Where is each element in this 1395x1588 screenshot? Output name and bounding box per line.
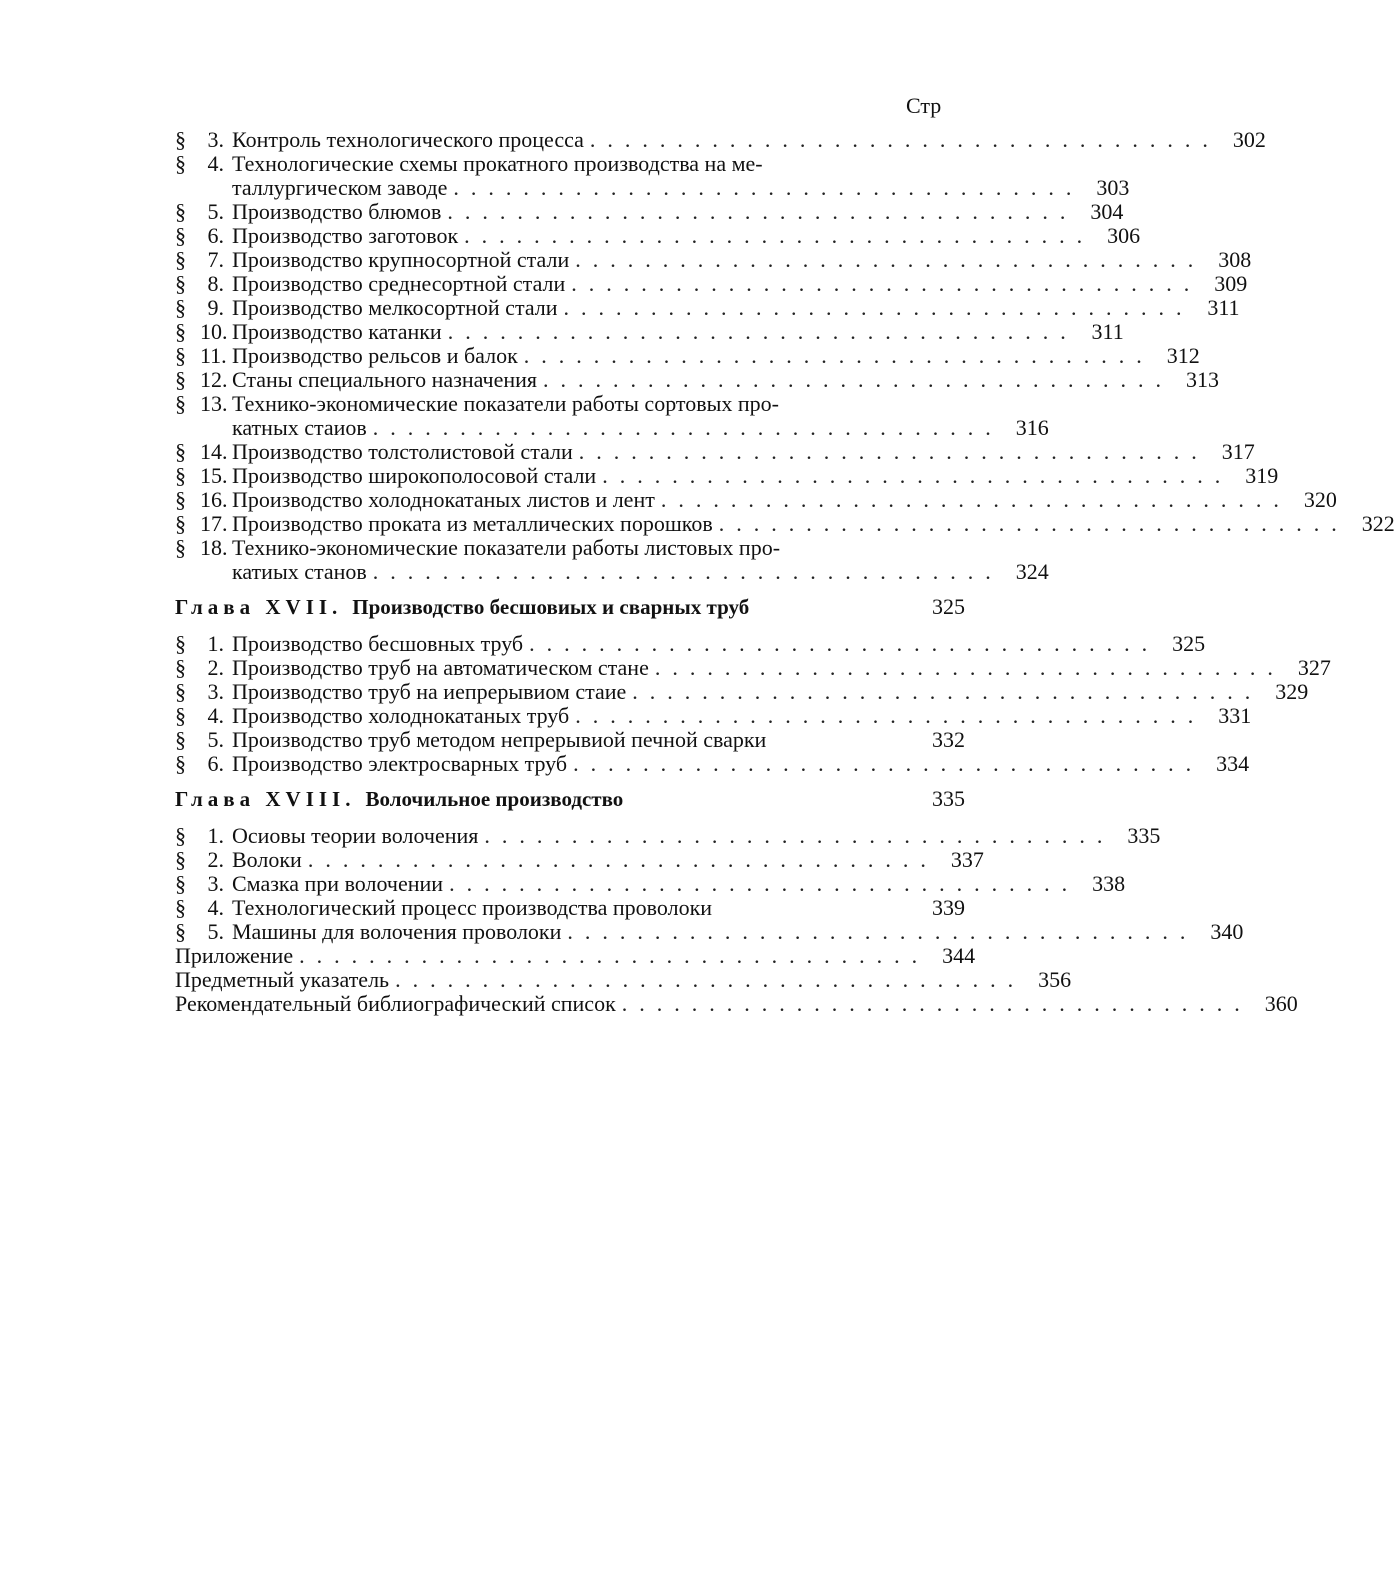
page-number: 319	[1245, 463, 1279, 488]
toc-entry[interactable]	[175, 487, 1337, 512]
section-title: Производство мелкосортной стали	[232, 295, 558, 320]
leader-dots: ....................................	[660, 487, 1291, 512]
section-number: 3.	[207, 127, 224, 152]
toc-entry[interactable]	[175, 679, 1309, 704]
entry-title: Приложение	[175, 943, 294, 968]
toc-entry[interactable]	[175, 823, 1161, 848]
section-list-chapter-17	[175, 631, 1331, 776]
section-number: 7.	[207, 247, 224, 272]
section-title: Производство холоднокатаных листов и лент	[232, 487, 655, 512]
leader-dots: ....................................	[573, 751, 1204, 776]
section-title: Производство крупносортной стали	[232, 247, 570, 272]
section-title: Производство труб на иепрерывиом стаие	[232, 679, 627, 704]
toc-entry[interactable]	[175, 271, 1248, 296]
toc-entry[interactable]	[175, 967, 1072, 992]
leader-dots: ....................................	[589, 127, 1220, 152]
toc-entry[interactable]	[175, 751, 1250, 776]
leader-dots: ....................................	[447, 319, 1078, 344]
page-number: 303	[1096, 175, 1130, 200]
section-number: 14.	[200, 439, 228, 464]
section-sign: §	[175, 151, 186, 176]
section-number: 1.	[207, 823, 224, 848]
section-sign: §	[175, 343, 186, 368]
section-number: 3.	[207, 871, 224, 896]
page-number: 308	[1218, 247, 1252, 272]
leader-dots: ....................................	[563, 295, 1194, 320]
page-number: 335	[1127, 823, 1161, 848]
section-title: Производство электросварных труб	[232, 751, 568, 776]
page-number: 338	[1092, 871, 1126, 896]
section-sign: §	[175, 319, 186, 344]
toc-entry[interactable]	[175, 247, 1252, 272]
toc-entry[interactable]	[175, 919, 1244, 944]
page-number: 324	[1015, 559, 1049, 584]
leader-dots: ....................................	[453, 175, 1084, 200]
section-sign: §	[175, 271, 186, 296]
leader-dots: ....................................	[654, 655, 1285, 680]
leader-dots: ....................................	[484, 823, 1115, 848]
page-number: 317	[1221, 439, 1255, 464]
section-title: Станы специального назначения	[232, 367, 538, 392]
section-list-chapter-16	[175, 127, 1395, 584]
toc-entry[interactable]	[175, 343, 1200, 368]
section-title: Технологический процесс производства проволоки	[232, 895, 713, 920]
section-title: Производство труб методом непрерывиой печной сварки	[232, 727, 767, 752]
section-sign: §	[175, 655, 186, 680]
section-number: 17.	[200, 511, 228, 536]
section-number: 16.	[200, 487, 228, 512]
leader-dots: ....................................	[575, 247, 1206, 272]
section-number: 4.	[207, 895, 224, 920]
leader-dots: ....................................	[718, 511, 1349, 536]
section-number: 9.	[207, 295, 224, 320]
section-title: Технико-экономические показатели работы листовых про-	[232, 535, 781, 560]
toc-entry[interactable]	[175, 871, 1126, 896]
section-title: Производство среднесортной стали	[232, 271, 566, 296]
page-number: 313	[1186, 367, 1220, 392]
page-number: 335	[932, 786, 965, 811]
leader-dots: ....................................	[299, 943, 930, 968]
toc-entry[interactable]	[175, 127, 1266, 152]
section-list-chapter-18	[175, 823, 1244, 944]
appendix-list	[175, 943, 1298, 1016]
page-number: 337	[950, 847, 984, 872]
section-title: Машины для волочения проволоки	[232, 919, 562, 944]
section-sign: §	[175, 199, 186, 224]
toc-entry[interactable]	[175, 943, 976, 968]
leader-dots: ....................................	[447, 199, 1078, 224]
toc-entry[interactable]	[175, 367, 1220, 392]
section-number: 18.	[200, 535, 228, 560]
page-number: 304	[1090, 199, 1124, 224]
page-number: 312	[1166, 343, 1200, 368]
leader-dots: ....................................	[529, 631, 1160, 656]
section-number: 3.	[207, 679, 224, 704]
entry-title: Предметный указатель	[175, 967, 390, 992]
toc-entry[interactable]	[175, 896, 965, 920]
toc-entry[interactable]	[175, 391, 1049, 440]
page-number: 339	[932, 895, 965, 920]
section-title: Производство катанки	[232, 319, 442, 344]
section-title: Контроль технологического процесса	[232, 127, 584, 152]
toc-entry[interactable]	[175, 223, 1141, 248]
toc-entry[interactable]	[175, 199, 1124, 224]
page-number: 316	[1015, 415, 1049, 440]
section-sign: §	[175, 127, 186, 152]
page-number: 340	[1210, 919, 1244, 944]
toc-entry[interactable]	[175, 847, 984, 872]
page-number: 306	[1107, 223, 1141, 248]
section-number: 2.	[207, 847, 224, 872]
section-sign: §	[175, 439, 186, 464]
section-sign: §	[175, 247, 186, 272]
section-title: Производство блюмов	[232, 199, 442, 224]
section-number: 13.	[200, 391, 228, 416]
section-sign: §	[175, 223, 186, 248]
page-number: 327	[1297, 655, 1331, 680]
chapter-heading-18[interactable]	[175, 786, 965, 812]
section-title: Технологические схемы прокатного производства на ме-	[232, 151, 763, 176]
section-sign: §	[175, 487, 186, 512]
chapter-heading-17[interactable]	[175, 594, 965, 620]
leader-dots: ....................................	[395, 967, 1026, 992]
toc-entry[interactable]	[175, 655, 1331, 680]
toc-entry[interactable]	[175, 151, 1130, 200]
leader-dots: ....................................	[575, 703, 1206, 728]
section-sign: §	[175, 631, 186, 656]
section-number: 10.	[200, 319, 228, 344]
section-sign: §	[175, 703, 186, 728]
section-title: Волоки	[232, 847, 302, 872]
leader-dots: ....................................	[307, 847, 938, 872]
section-title-continued: таллургическом заводе	[232, 175, 448, 200]
section-number: 4.	[207, 703, 224, 728]
toc-entry[interactable]	[175, 631, 1206, 656]
page-number: 325	[1172, 631, 1206, 656]
page-number: 322	[1361, 511, 1395, 536]
section-title: Производство заготовок	[232, 223, 459, 248]
page-number: 360	[1264, 991, 1298, 1016]
section-number: 15.	[200, 463, 228, 488]
section-sign: §	[175, 391, 186, 416]
section-sign: §	[175, 847, 186, 872]
section-title: Производство широкополосовой стали	[232, 463, 597, 488]
page-number: 344	[942, 943, 976, 968]
leader-dots: ....................................	[578, 439, 1209, 464]
section-number: 5.	[207, 727, 224, 752]
section-number: 5.	[207, 199, 224, 224]
section-sign: §	[175, 823, 186, 848]
section-title: Производство бесшовных труб	[232, 631, 524, 656]
page-number: 302	[1232, 127, 1266, 152]
section-title: Производство холоднокатаных труб	[232, 703, 570, 728]
page-number: 356	[1038, 967, 1072, 992]
section-title: Производство рельсов и балок	[232, 343, 518, 368]
entry-title: Рекомендательный библиографический список	[175, 991, 616, 1016]
section-title: Технико-экономические показатели работы сортовых про-	[232, 391, 779, 416]
leader-dots: ....................................	[567, 919, 1198, 944]
section-number: 11.	[200, 343, 227, 368]
toc-entry[interactable]	[175, 319, 1124, 344]
chapter-title: Волочильное производство	[365, 787, 624, 811]
page-number: 325	[932, 594, 965, 619]
section-number: 12.	[200, 367, 228, 392]
toc-entry[interactable]	[175, 728, 965, 752]
section-title: Смазка при волочении	[232, 871, 444, 896]
section-title-continued: катиых станов	[232, 559, 367, 584]
leader-dots: ....................................	[602, 463, 1233, 488]
leader-dots: ....................................	[372, 415, 1003, 440]
page-number: 311	[1091, 319, 1124, 344]
section-title-continued: катных стаиов	[232, 415, 367, 440]
leader-dots: ....................................	[464, 223, 1095, 248]
toc-entry[interactable]	[175, 295, 1240, 320]
leader-dots: ....................................	[621, 991, 1252, 1016]
page-column-label: Стр	[906, 93, 942, 118]
page-number: 311	[1207, 295, 1240, 320]
page-number: 329	[1275, 679, 1309, 704]
leader-dots: ....................................	[571, 271, 1202, 296]
section-title: Осиовы теории волочения	[232, 823, 479, 848]
section-title: Производство проката из металлических порошков	[232, 511, 713, 536]
section-sign: §	[175, 367, 186, 392]
section-title: Производство толстолистовой стали	[232, 439, 573, 464]
section-sign: §	[175, 535, 186, 560]
section-number: 4.	[207, 151, 224, 176]
section-number: 6.	[207, 751, 224, 776]
chapter-label: Глава XVII.	[175, 595, 343, 619]
toc-entry[interactable]	[175, 511, 1395, 536]
leader-dots: ....................................	[543, 367, 1174, 392]
toc-entry[interactable]	[175, 463, 1279, 488]
section-sign: §	[175, 463, 186, 488]
section-number: 8.	[207, 271, 224, 296]
section-title: Производство труб на автоматическом стане	[232, 655, 649, 680]
section-sign: §	[175, 727, 186, 752]
toc-entry[interactable]	[175, 703, 1252, 728]
toc-entry[interactable]	[175, 535, 1049, 584]
table-of-contents	[175, 127, 1395, 1016]
page-number: 332	[932, 727, 965, 752]
toc-entry[interactable]	[175, 991, 1298, 1016]
section-sign: §	[175, 895, 186, 920]
chapter-label: Глава XVIII.	[175, 787, 356, 811]
section-sign: §	[175, 751, 186, 776]
section-number: 5.	[207, 919, 224, 944]
chapter-title: Производство бесшовиых и сварных труб	[352, 595, 750, 619]
section-sign: §	[175, 511, 186, 536]
page-number: 320	[1303, 487, 1337, 512]
section-sign: §	[175, 871, 186, 896]
page-number: 331	[1218, 703, 1252, 728]
section-sign: §	[175, 919, 186, 944]
leader-dots: ....................................	[632, 679, 1263, 704]
leader-dots: ....................................	[372, 559, 1003, 584]
leader-dots: ....................................	[449, 871, 1080, 896]
section-sign: §	[175, 295, 186, 320]
section-sign: §	[175, 679, 186, 704]
section-number: 6.	[207, 223, 224, 248]
leader-dots: ....................................	[523, 343, 1154, 368]
page-number: 334	[1216, 751, 1250, 776]
page-number: 309	[1214, 271, 1248, 296]
toc-entry[interactable]	[175, 439, 1255, 464]
section-number: 2.	[207, 655, 224, 680]
section-number: 1.	[207, 631, 224, 656]
